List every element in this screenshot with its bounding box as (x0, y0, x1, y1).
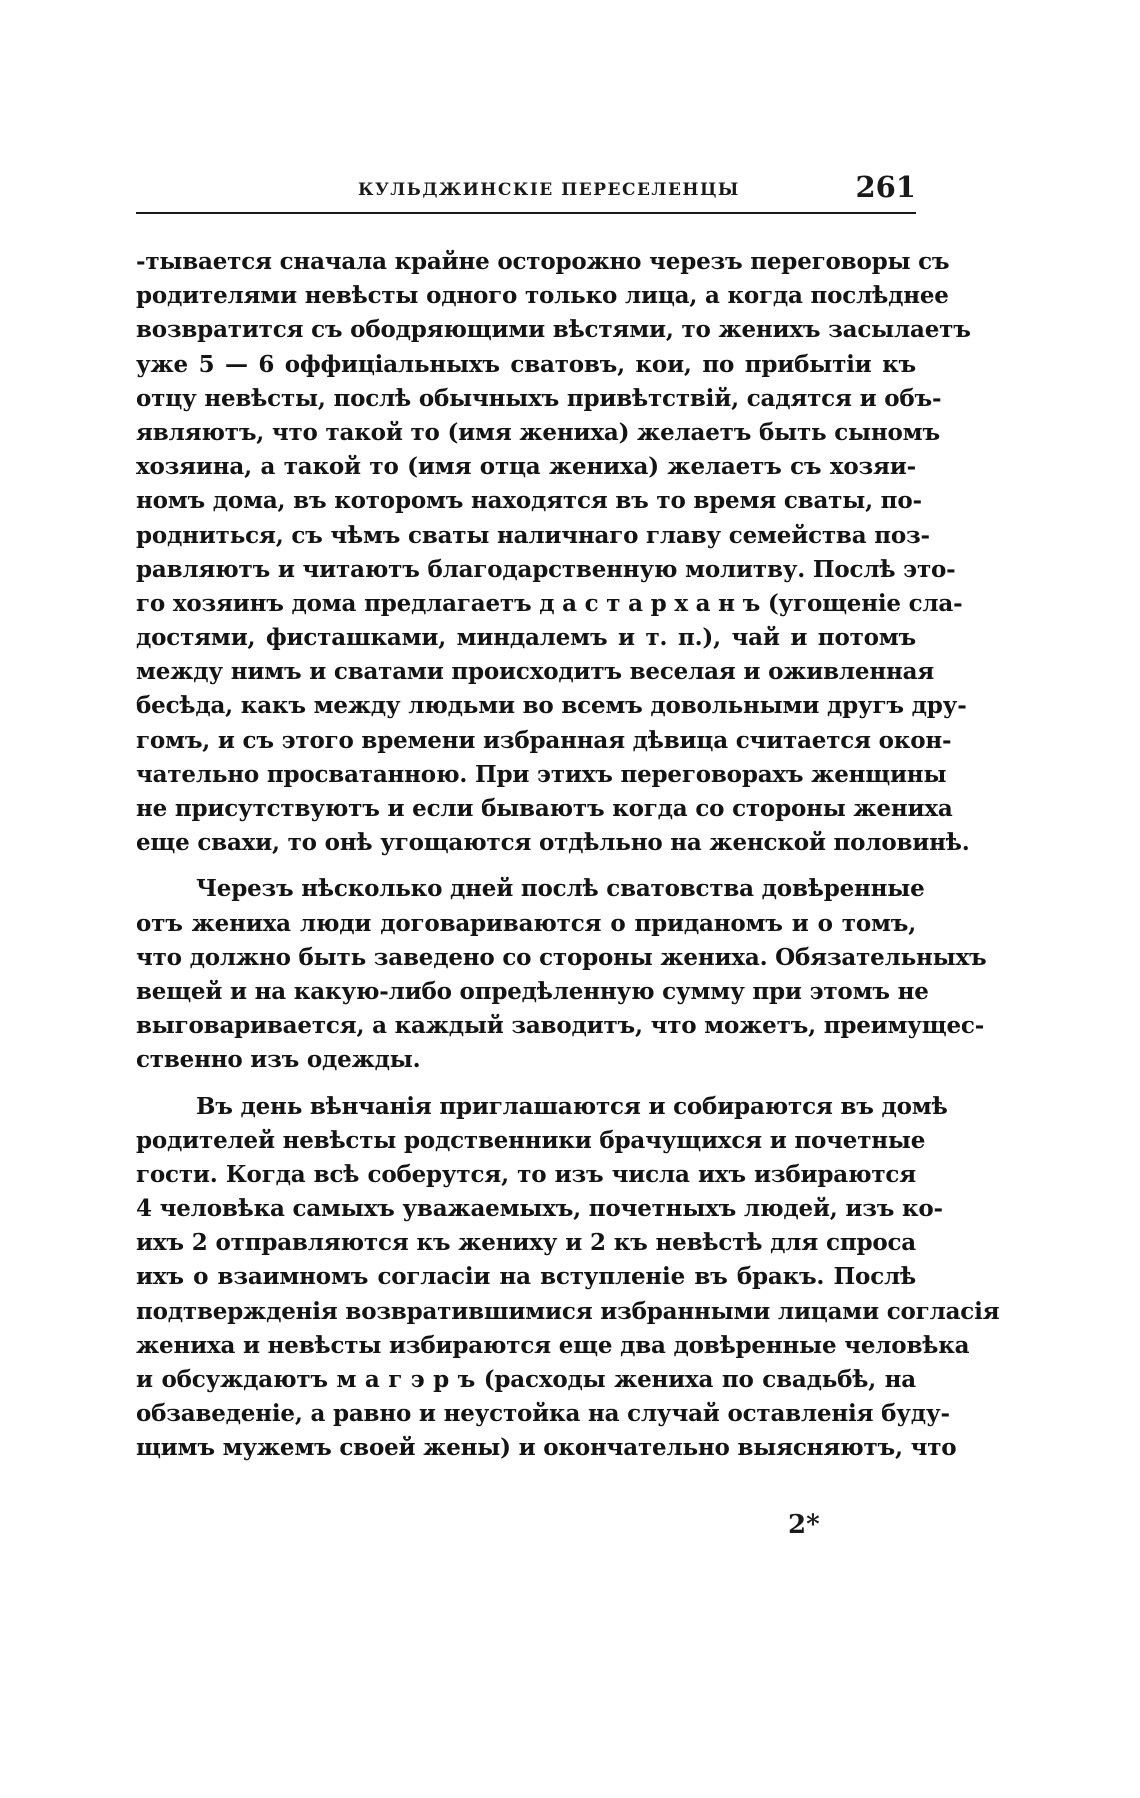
text-line: 4 человѣка самыхъ уважаемыхъ, почетныхъ людей, изъ ко- (136, 1195, 943, 1223)
text-line: хозяина, а такой то (имя отца жениха) желаетъ съ хозяи- (136, 453, 916, 481)
text-line: щимъ мужемъ своей жены) и окончательно выясняютъ, что (136, 1434, 957, 1462)
text-line: уже 5 — 6 оффиціальныхъ сватовъ, кои, по прибытіи къ (136, 350, 916, 378)
paragraph-2 (136, 872, 987, 1077)
text-line: достями, фисташками, миндалемъ и т. п.), чай и потомъ (136, 624, 916, 652)
paragraph-3 (136, 1090, 1000, 1466)
text-line: -тывается сначала крайне осторожно черезъ переговоры съ (136, 248, 950, 275)
text-line: отцу невѣсты, послѣ обычныхъ привѣтствій, садятся и объ- (136, 384, 942, 412)
text-line: выговаривается, а каждый заводитъ, что можетъ, преимущес- (136, 1012, 985, 1040)
paragraph-1 (136, 245, 971, 860)
text-line: родниться, съ чѣмъ сваты наличнаго главу семейства поз- (136, 521, 930, 549)
text-line: ихъ о взаимномъ согласіи на вступленіе въ бракъ. Послѣ (136, 1263, 916, 1291)
signature-mark: 2* (788, 1510, 820, 1540)
text-line: ственно изъ одежды. (136, 1046, 421, 1074)
text-line: отъ жениха люди договариваются о приданомъ и о томъ, (136, 909, 916, 937)
text-line: го хозяинъ дома предлагаетъ д а с т а р х а н ъ (угощеніе сла- (136, 589, 963, 617)
text-line: обзаведеніе, а равно и неустойка на случай оставленія буду- (136, 1400, 950, 1428)
text-line: номъ дома, въ которомъ находятся въ то время сваты, по- (136, 487, 922, 515)
running-head (136, 170, 916, 210)
text-line: родителями невѣсты одного только лица, а когда послѣднее (136, 282, 949, 310)
text-line: возвратится съ ободряющими вѣстями, то женихъ засылаетъ (136, 316, 971, 344)
text-line: жениха и невѣсты избираются еще два довѣренные человѣка (136, 1331, 970, 1359)
text-line: и обсуждаютъ м а г э р ъ (расходы жениха по свадьбѣ, на (136, 1366, 916, 1393)
text-line: родителей невѣсты родственники брачущихся и почетные (136, 1126, 926, 1154)
text-line: чательно просватанною. При этихъ переговорахъ женщины (136, 760, 947, 788)
running-title: КУЛЬДЖИНСКІЕ ПЕРЕСЕЛЕНЦЫ (358, 180, 740, 200)
text-line: Въ день вѣнчанія приглашаются и собираются въ домѣ (196, 1092, 948, 1120)
text-line: ихъ 2 отправляются къ жениху и 2 къ невѣстѣ для спроса (136, 1229, 916, 1257)
text-line: что должно быть заведено со стороны жениха. Обязательныхъ (136, 943, 987, 971)
text-line: являютъ, что такой то (имя жениха) желаетъ быть сыномъ (136, 418, 940, 446)
body-text (136, 245, 1000, 1466)
text-line: между нимъ и сватами происходитъ веселая и оживленная (136, 658, 935, 686)
header-rule (136, 212, 916, 214)
text-line: бесѣда, какъ между людьми во всемъ довольными другъ дру- (136, 692, 967, 720)
text-line: гости. Когда всѣ соберутся, то изъ числа ихъ избираются (136, 1160, 916, 1188)
text-line: не присутствуютъ и если бываютъ когда со стороны жениха (136, 795, 953, 822)
text-line: Черезъ нѣсколько дней послѣ сватовства довѣренные (196, 875, 925, 903)
text-line: гомъ, и съ этого времени избранная дѣвица считается окон- (136, 726, 952, 754)
text-line: равляютъ и читаютъ благодарственную молитву. Послѣ это- (136, 555, 956, 583)
text-line: подтвержденія возвратившимися избранными лицами согласія (136, 1297, 1000, 1325)
text-line: еще свахи, то онѣ угощаются отдѣльно на женской половинѣ. (136, 829, 970, 857)
page-number: 261 (855, 170, 916, 204)
text-line: вещей и на какую-либо опредѣленную сумму при этомъ не (136, 977, 929, 1005)
